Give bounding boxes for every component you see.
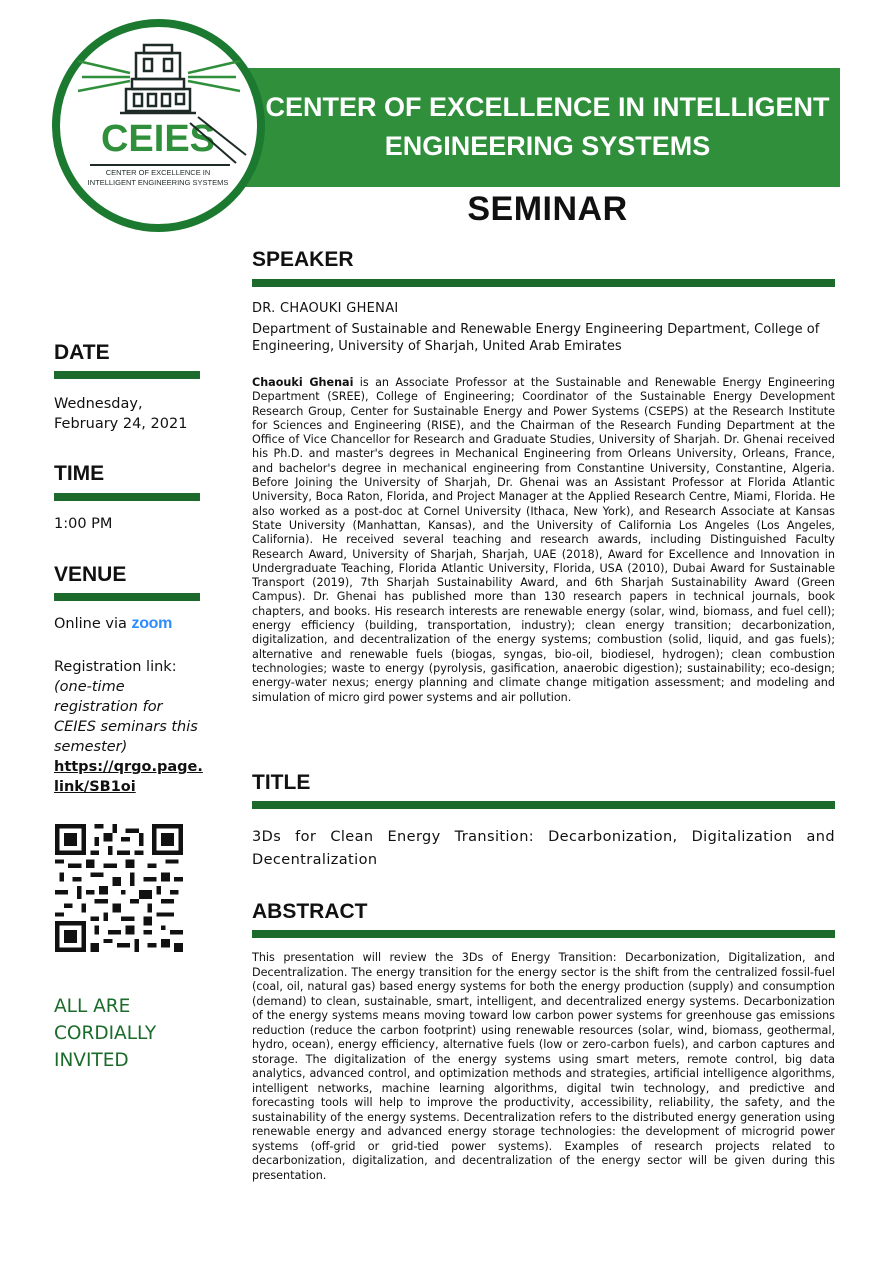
title-divider — [252, 801, 835, 809]
logo-acronym: CEIES — [100, 118, 216, 160]
date-divider — [54, 371, 200, 379]
time-divider — [54, 493, 200, 501]
invite-line2: CORDIALLY — [54, 1023, 157, 1044]
registration-label: Registration link: — [54, 659, 177, 675]
center-title-line1: CENTER OF EXCELLENCE IN INTELLIGENT — [265, 92, 830, 122]
registration-note: (one-time registration for CEIES seminars this semester) — [54, 679, 198, 755]
abstract-divider — [252, 930, 835, 938]
time-heading: TIME — [54, 462, 105, 485]
registration-link[interactable]: https://qrgo.page.link/SB1oi — [54, 759, 203, 795]
speaker-department: Department of Sustainable and Renewable Energy Engineering Department, College of Engineering, University of Sharjah, United Arab Emirates — [252, 322, 820, 354]
logo-subtitle-line2: INTELLIGENT ENGINEERING SYSTEMS — [87, 178, 229, 187]
talk-title: 3Ds for Clean Energy Transition: Decarbonization, Digitalization and Decentralization — [252, 829, 835, 868]
venue-prefix: Online via — [54, 616, 127, 632]
invite-line1: ALL ARE — [54, 996, 131, 1017]
center-title-line2: ENGINEERING SYSTEMS — [384, 131, 711, 161]
logo-subtitle-line1: CENTER OF EXCELLENCE IN — [105, 168, 211, 177]
bio-text: is an Associate Professor at the Sustainable and Renewable Energy Engineering Department (SREE), College of Engineering; Coordinator of the Sustainable Energy Development Research Group, Center for Sustainable Energy and Power Systems (CSEPS) at the Research Institute for Sciences and Engineering (RISE), and the Chairman of the Research Funding Department at the Office of Vice Chancellor for Research and Graduate Studies, University of Sharjah. Dr. Ghenai received his Ph.D. and master's degrees in Mechanical Engineering from Orleans University, Orleans, France, and bachelor's degree in mechanical engineering from Constantine University, Constantine, Algeria. Before Joining the University of Sharjah, Dr. Ghenai was an Assistant Professor at Florida Atlantic University, Boca Raton, Florida, and Project Manager at the Applied Research Centre, Miami, Florida. He also worked as a post-doc at Cornel University (Ithaca, New York), and Research Associate at Kansas State University (Manhattan, Kansas), and the University of California Los Angeles (Los Angeles, California). He received several teaching and research awards, including Distinguished Faculty Research Award, University of Sharjah, Sharjah, UAE (2018), Award for Excellence and Innovation in Undergraduate Teaching, Florida Atlantic University, Florida, USA (2010), Dubai Award for Sustainable Transport (2019), 7th Sharjah Sustainability Award, and 6th Sharjah Sustainability Award (Green Campus). Dr. Ghenai has published more than 130 research papers in technical journals, book chapters, and books. His research interests are renewable energy (solar, wind, biomass, and fuel cell); energy efficiency (building, transportation, industry); clean energy transition; decarbonization, digitalization, and decentralization of the energy systems; combustion (solid, liquid, and gas fuels); alternative and renewable fuels (biogas, syngas, bio-oil, biodiesel, hydrogen); clean combustion technologies; waste to energy (pyrolysis, gasification, anaerobic digestion); sustainability; eco-design; energy-water nexus; energy planning and climate change mitigation assessment; and modeling and simulation of micro gird power systems and air pollution. — [252, 376, 835, 704]
title-heading: TITLE — [252, 771, 311, 794]
registration-block — [54, 657, 204, 797]
abstract-heading: ABSTRACT — [252, 900, 368, 923]
venue-divider — [54, 593, 200, 601]
speaker-divider — [252, 279, 835, 287]
time-value: 1:00 PM — [54, 516, 113, 532]
speaker-heading: SPEAKER — [252, 248, 354, 271]
speaker-bio — [252, 376, 835, 705]
ceies-logo — [52, 19, 265, 232]
invite-line3: INVITED — [54, 1050, 129, 1071]
zoom-logo-icon: zoom — [131, 615, 173, 632]
venue-heading: VENUE — [54, 563, 127, 586]
venue-value — [54, 614, 204, 634]
seminar-label: SEMINAR — [467, 190, 628, 228]
speaker-name: DR. CHAOUKI GHENAI — [252, 301, 399, 316]
qr-code-icon[interactable] — [55, 824, 183, 952]
abstract-text: This presentation will review the 3Ds of Energy Transition: Decarbonization, Digitalization, and Decentralization. The energy transition for the energy sector is the shift from the centralized fossil-fuel (coal, oil, natural gas) based energy systems for both the energy production (supply) and consumption (demand) to clean, sustainable, smart, intelligent, and decentralized energy systems. Decarbonization of the energy systems means moving toward low carbon power systems for greenhouse gas emissions reduction (reduce the carbon footprint) using renewable resources (solar, wind, biomass, geothermal, hydro, ocean), energy efficiency, alternative fuels (low or zero-carbon fuels), and carbon captures and storage. The digitalization of the energy systems using smart meters, remote control, big data analytics, advanced control, and optimization methods and strategies, artificial intelligence algorithms, intelligent networks, machine learning algorithms, digital twin technology, and predictive and forecasting tools will help to improve the productivity, accessibility, reliability, the safety, and the sustainability of the energy systems. Decentralization refers to the distributed energy generation using renewable energy and advanced energy storage technologies: the development of microgrid power systems (off-grid or grid-tied power systems). Examples of research projects related to decarbonization, digitalization, and decentralization of the energy sector will be given during this presentation. — [252, 951, 835, 1182]
center-title — [255, 88, 840, 166]
date-weekday: Wednesday, — [54, 396, 143, 412]
date-heading: DATE — [54, 341, 110, 364]
invitation-note — [54, 993, 204, 1074]
bio-name: Chaouki Ghenai — [252, 376, 354, 389]
date-day: February 24, 2021 — [54, 416, 188, 432]
lighthouse-logo-icon — [60, 27, 257, 224]
date-value — [54, 394, 204, 434]
